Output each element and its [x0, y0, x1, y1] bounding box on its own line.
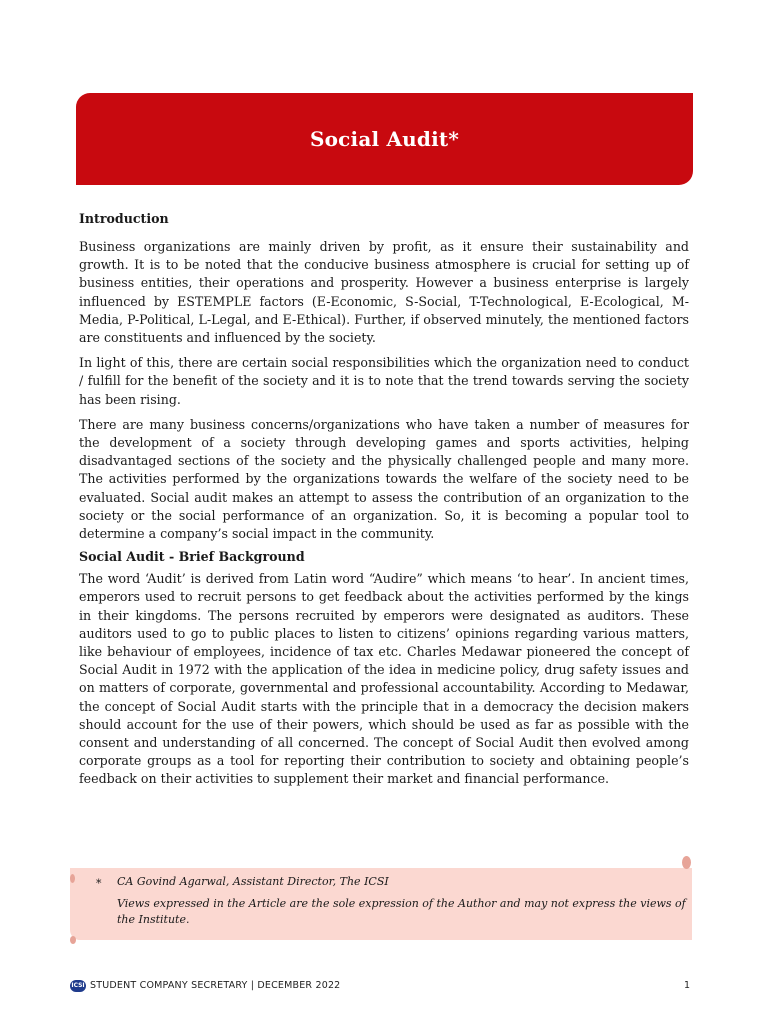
- intro-paragraph-2: In light of this, there are certain social responsibilities which the organization need to conduct / fulfill for the benefit of the society and it is to note that the trend towards serving the society has been rising.: [79, 355, 689, 407]
- page-title: Social Audit*: [309, 127, 460, 151]
- background-paragraph: The word ‘Audit’ is derived from Latin word “Audire” which means ‘to hear’. In ancient times, emperors used to recruit persons to get feedback about the activities performed by the kings in their kingdoms. The persons recruited by emperors were designated as auditors. These auditors used to go to public places to listen to citizens’ opinions regarding various matters, like behaviour of employees, incidence of tax etc. Charles Medawar pioneered the concept of Social Audit in 1972 with the application of the idea in medicine policy, drug safety issues and on matters of corporate, governmental and professional accountability. According to Medawar, the concept of Social Audit starts with the principle that in a democracy the decision makers should account for the use of their powers, which should be used as far as possible with the consent and understanding of all concerned. The concept of Social Audit then evolved among corporate groups as a tool for reporting their contribution to society and obtaining people’s feedback on their activities to supplement their market and financial performance.: [79, 571, 689, 787]
- footnote-author: CA Govind Agarwal, Assistant Director, The ICSI: [117, 875, 389, 888]
- decorative-dot: [682, 856, 691, 869]
- decorative-dot: [70, 936, 76, 944]
- page-number: 1: [683, 980, 690, 991]
- intro-paragraph-3: There are many business concerns/organizations who have taken a number of measures for the development of a society through developing games and sports activities, helping disadvantaged sections of the society and the physically challenged people and many more. The activities performed by the organizations towards the welfare of the society need to be evaluated. Social audit makes an attempt to assess the contribution of an organization to the society or the social performance of an organization. So, it is becoming a popular tool to determine a company’s social impact in the community.: [79, 416, 689, 542]
- article-body: [79, 209, 689, 796]
- publication-label: STUDENT COMPANY SECRETARY | DECEMBER 2022: [90, 980, 341, 991]
- icsi-logo-icon: ICSI: [70, 980, 86, 992]
- title-banner: [76, 93, 693, 185]
- background-heading: Social Audit - Brief Background: [79, 549, 305, 565]
- footnote-marker: *: [96, 877, 102, 890]
- page-footer: [70, 980, 690, 994]
- decorative-dot: [70, 874, 75, 883]
- intro-paragraph-1: Business organizations are mainly driven by profit, as it ensure their sustainability and growth. It is to be noted that the conducive business atmosphere is crucial for setting up of business entities, their operations and prosperity. However a business enterprise is largely influenced by ESTEMPLE factors (E-Economic, S-Social, T-Technological, E-Ecological, M-Media, P-Political, L-Legal, and E-Ethical). Further, if observed minutely, the mentioned factors are constituents and influenced by the society.: [79, 239, 689, 346]
- footnote-disclaimer: Views expressed in the Article are the sole expression of the Author and may not express the views of the Institute.: [117, 897, 686, 926]
- intro-heading: Introduction: [79, 211, 169, 226]
